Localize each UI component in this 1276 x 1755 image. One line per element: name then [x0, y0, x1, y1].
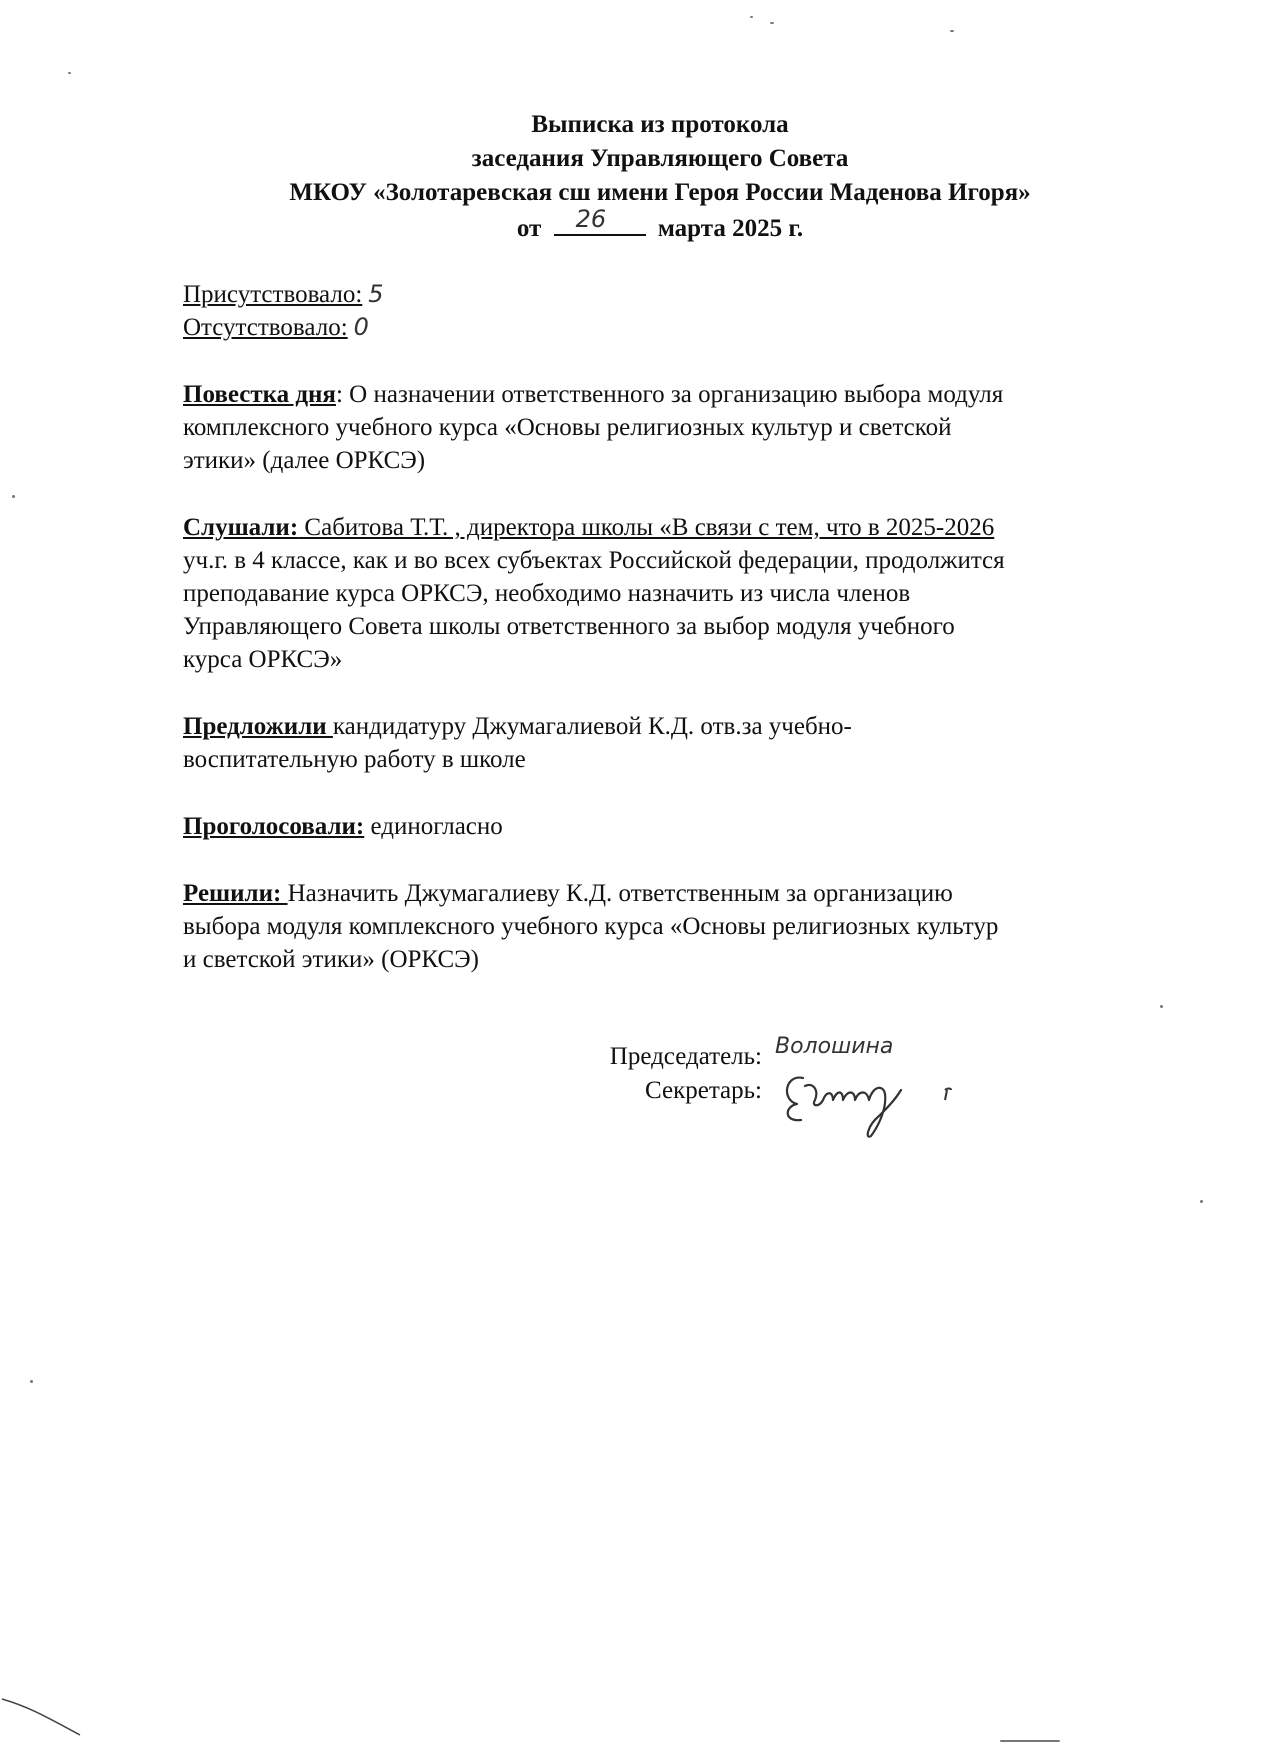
voted-value: единогласно — [364, 813, 503, 840]
present-label: Присутствовало: — [183, 281, 363, 308]
header-organization: МКОУ «Золотаревская сш имени Героя России Маденова Игоря» — [289, 179, 1031, 206]
header-date-line — [160, 205, 1160, 246]
agenda-section — [183, 378, 1163, 477]
attendance-absent — [183, 311, 1163, 344]
proposed-line: воспитательную работу в школе — [183, 746, 526, 773]
heard-first-line: Сабитова Т.Т. , директора школы «В связи с тем, что в 2025-2026 — [298, 514, 995, 541]
decided-line: и светской этики» (ОРКСЭ) — [183, 946, 479, 973]
scan-edge-mark — [0, 1695, 90, 1745]
decided-section — [183, 877, 1163, 976]
attendance-present — [183, 278, 1163, 311]
signature-block — [580, 1034, 894, 1108]
scan-speck — [1160, 1005, 1163, 1008]
document-body — [183, 278, 1163, 976]
voted-label: Проголосовали: — [183, 813, 365, 840]
absent-value-handwritten: 0 — [353, 313, 369, 341]
decided-label: Решили: — [183, 880, 288, 907]
heard-line: Управляющего Совета школы ответственного за выбор модуля учебного — [183, 613, 955, 640]
date-day-blank — [554, 205, 646, 236]
scan-speck — [12, 495, 15, 498]
secretary-signature-mark — [775, 1060, 955, 1140]
secretary-signature-row — [580, 1074, 762, 1108]
date-day-handwritten: 26 — [575, 205, 607, 233]
absent-label: Отсутствовало: — [183, 314, 348, 341]
heard-section — [183, 511, 1163, 676]
scan-speck — [770, 22, 774, 24]
scan-speck — [30, 1380, 33, 1383]
heard-line: курса ОРКСЭ» — [183, 646, 343, 673]
decided-first-line: Назначить Джумагалиеву К.Д. ответственным за организацию — [287, 880, 953, 907]
proposed-section — [183, 710, 1163, 776]
heard-line: преподавание курса ОРКСЭ, необходимо назначить из числа членов — [183, 580, 911, 607]
proposed-label: Предложили — [183, 713, 333, 740]
agenda-label: Повестка дня — [183, 381, 336, 408]
proposed-first-line: кандидатуру Джумагалиевой К.Д. отв.за учебно- — [332, 713, 852, 740]
chair-label: Председатель: — [609, 1043, 762, 1070]
agenda-line: : О назначении ответственного за организацию выбора модуля — [335, 381, 1004, 408]
heard-label: Слушали: — [183, 514, 299, 541]
chair-signature-row — [580, 1034, 894, 1074]
secretary-label: Секретарь: — [645, 1077, 762, 1104]
date-prefix: от — [516, 215, 542, 242]
voted-section — [183, 810, 1163, 843]
agenda-line: комплексного учебного курса «Основы религиозных культур и светской — [183, 414, 952, 441]
scan-speck — [950, 30, 954, 32]
present-value-handwritten: 5 — [368, 280, 384, 308]
header-title: Выписка из протокола — [531, 111, 789, 138]
date-suffix: марта 2025 г. — [657, 215, 804, 242]
document-header — [160, 108, 1160, 246]
agenda-line: этики» (далее ОРКСЭ) — [183, 447, 426, 474]
chair-signature-handwritten: Волошина — [775, 1034, 894, 1059]
scan-speck — [750, 16, 753, 18]
scan-speck — [68, 72, 71, 74]
scan-speck — [1000, 1740, 1060, 1742]
decided-line: выбора модуля комплексного учебного курса «Основы религиозных культур — [183, 913, 999, 940]
heard-line: уч.г. в 4 классе, как и во всех субъектах Российской федерации, продолжится — [183, 547, 1005, 574]
scan-speck — [1200, 1200, 1203, 1203]
header-subtitle: заседания Управляющего Совета — [471, 145, 849, 172]
